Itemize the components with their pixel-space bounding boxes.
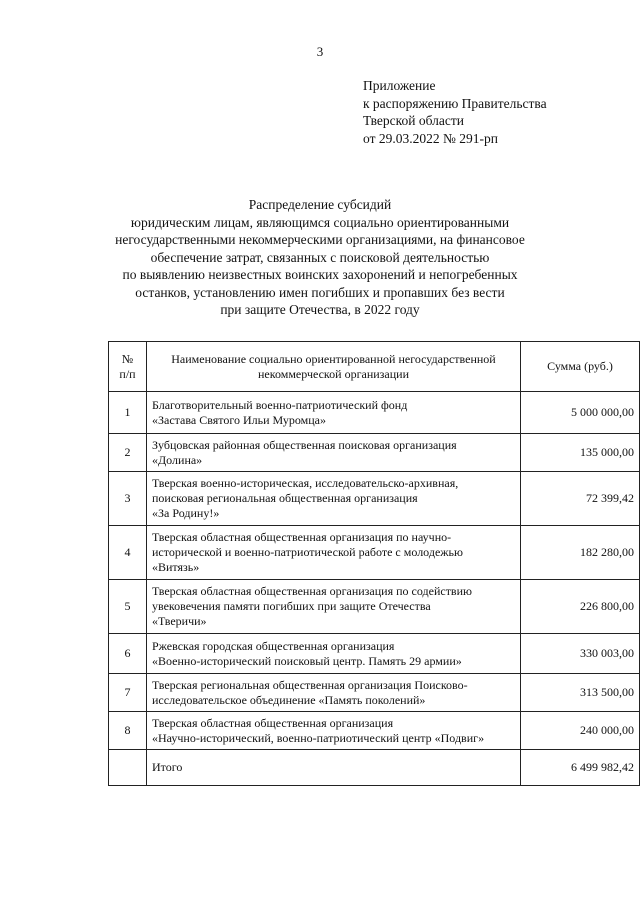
row-name <box>147 526 521 580</box>
table-row <box>109 392 640 434</box>
title-line: останков, установлению имен погибших и пропавших без вести <box>135 284 505 300</box>
row-name <box>147 712 521 750</box>
table-row <box>109 580 640 634</box>
appendix-line: от 29.03.2022 № 291-рп <box>363 130 498 146</box>
total-label: Итого <box>147 750 521 786</box>
row-name-line: исторической и военно-патриотической работе с молодежью <box>152 545 463 559</box>
table-header-row <box>109 342 640 392</box>
row-num: 6 <box>109 634 147 674</box>
row-sum: 240 000,00 <box>521 712 640 750</box>
row-name-line: исследовательское объединение «Память поколений» <box>152 692 426 707</box>
row-name-line: Тверская военно-историческая, исследовательско-архивная, <box>152 476 459 490</box>
header-name <box>147 342 521 392</box>
title-line: обеспечение затрат, связанных с поисковой деятельностью <box>150 249 490 265</box>
header-name-line: некоммерческой организации <box>257 366 409 381</box>
row-name-line: Зубцовская районная общественная поисковая организация <box>152 437 457 452</box>
row-name <box>147 580 521 634</box>
row-sum: 5 000 000,00 <box>521 392 640 434</box>
total-sum: 6 499 982,42 <box>521 750 640 786</box>
appendix-line: Приложение <box>363 78 436 93</box>
row-name-line: Тверская региональная общественная организация Поисково- <box>152 677 468 692</box>
row-num: 1 <box>109 392 147 434</box>
row-name <box>147 674 521 712</box>
row-name-line: «Долина» <box>152 452 203 467</box>
title-line: юридическим лицам, являющимся социально ориентированными <box>130 214 510 230</box>
row-name-line: увековечения памяти погибших при защите Отечества <box>152 599 431 613</box>
title-line: Распределение субсидий <box>248 197 392 212</box>
row-name-line: «Научно-исторический, военно-патриотический центр «Подвиг» <box>152 730 485 745</box>
total-num <box>109 750 147 786</box>
row-name-line: Благотворительный военно-патриотический фонд <box>152 397 408 412</box>
row-name-line: Тверская областная общественная организация по содействию <box>152 584 472 598</box>
header-sum: Сумма (руб.) <box>521 342 640 392</box>
row-sum: 313 500,00 <box>521 674 640 712</box>
row-sum: 72 399,42 <box>521 472 640 526</box>
table-total-row <box>109 750 640 786</box>
row-name-line: «За Родину!» <box>152 506 220 520</box>
row-name-line: «Военно-исторический поисковый центр. Память 29 армии» <box>152 653 462 668</box>
row-name <box>147 434 521 472</box>
row-num: 4 <box>109 526 147 580</box>
row-num: 3 <box>109 472 147 526</box>
row-name-line: «Застава Святого Ильи Муромца» <box>152 412 326 427</box>
row-name-line: поисковая региональная общественная организация <box>152 491 418 505</box>
row-name-line: Тверская областная общественная организация <box>152 715 394 730</box>
row-name-line: Тверская областная общественная организация по научно- <box>152 530 452 544</box>
row-name <box>147 634 521 674</box>
document-title <box>60 196 580 319</box>
table-row <box>109 526 640 580</box>
row-sum: 182 280,00 <box>521 526 640 580</box>
appendix-block <box>363 77 547 147</box>
row-name <box>147 392 521 434</box>
row-sum: 226 800,00 <box>521 580 640 634</box>
table-row <box>109 472 640 526</box>
table-row <box>109 434 640 472</box>
row-num: 2 <box>109 434 147 472</box>
header-num-line: п/п <box>119 366 136 381</box>
title-line: при защите Отечества, в 2022 году <box>220 302 420 317</box>
subsidy-table <box>108 341 640 786</box>
header-num <box>109 342 147 392</box>
title-line: по выявлению неизвестных воинских захоронений и непогребенных <box>122 267 518 282</box>
row-num: 5 <box>109 580 147 634</box>
title-line: негосударственными некоммерческими организациями, на финансовое <box>115 232 525 247</box>
table-row <box>109 634 640 674</box>
header-num-line: № <box>121 351 134 366</box>
appendix-line: к распоряжению Правительства <box>363 95 547 111</box>
appendix-line: Тверской области <box>363 113 464 128</box>
row-name-line: Ржевская городская общественная организация <box>152 638 395 653</box>
row-name-line: «Витязь» <box>152 560 200 574</box>
row-name <box>147 472 521 526</box>
row-name-line: «Тверичи» <box>152 614 207 628</box>
header-name-line: Наименование социально ориентированной негосударственной <box>171 351 496 366</box>
table-row <box>109 674 640 712</box>
row-num: 8 <box>109 712 147 750</box>
table-row <box>109 712 640 750</box>
row-sum: 135 000,00 <box>521 434 640 472</box>
page-number: 3 <box>316 44 324 59</box>
row-num: 7 <box>109 674 147 712</box>
row-sum: 330 003,00 <box>521 634 640 674</box>
